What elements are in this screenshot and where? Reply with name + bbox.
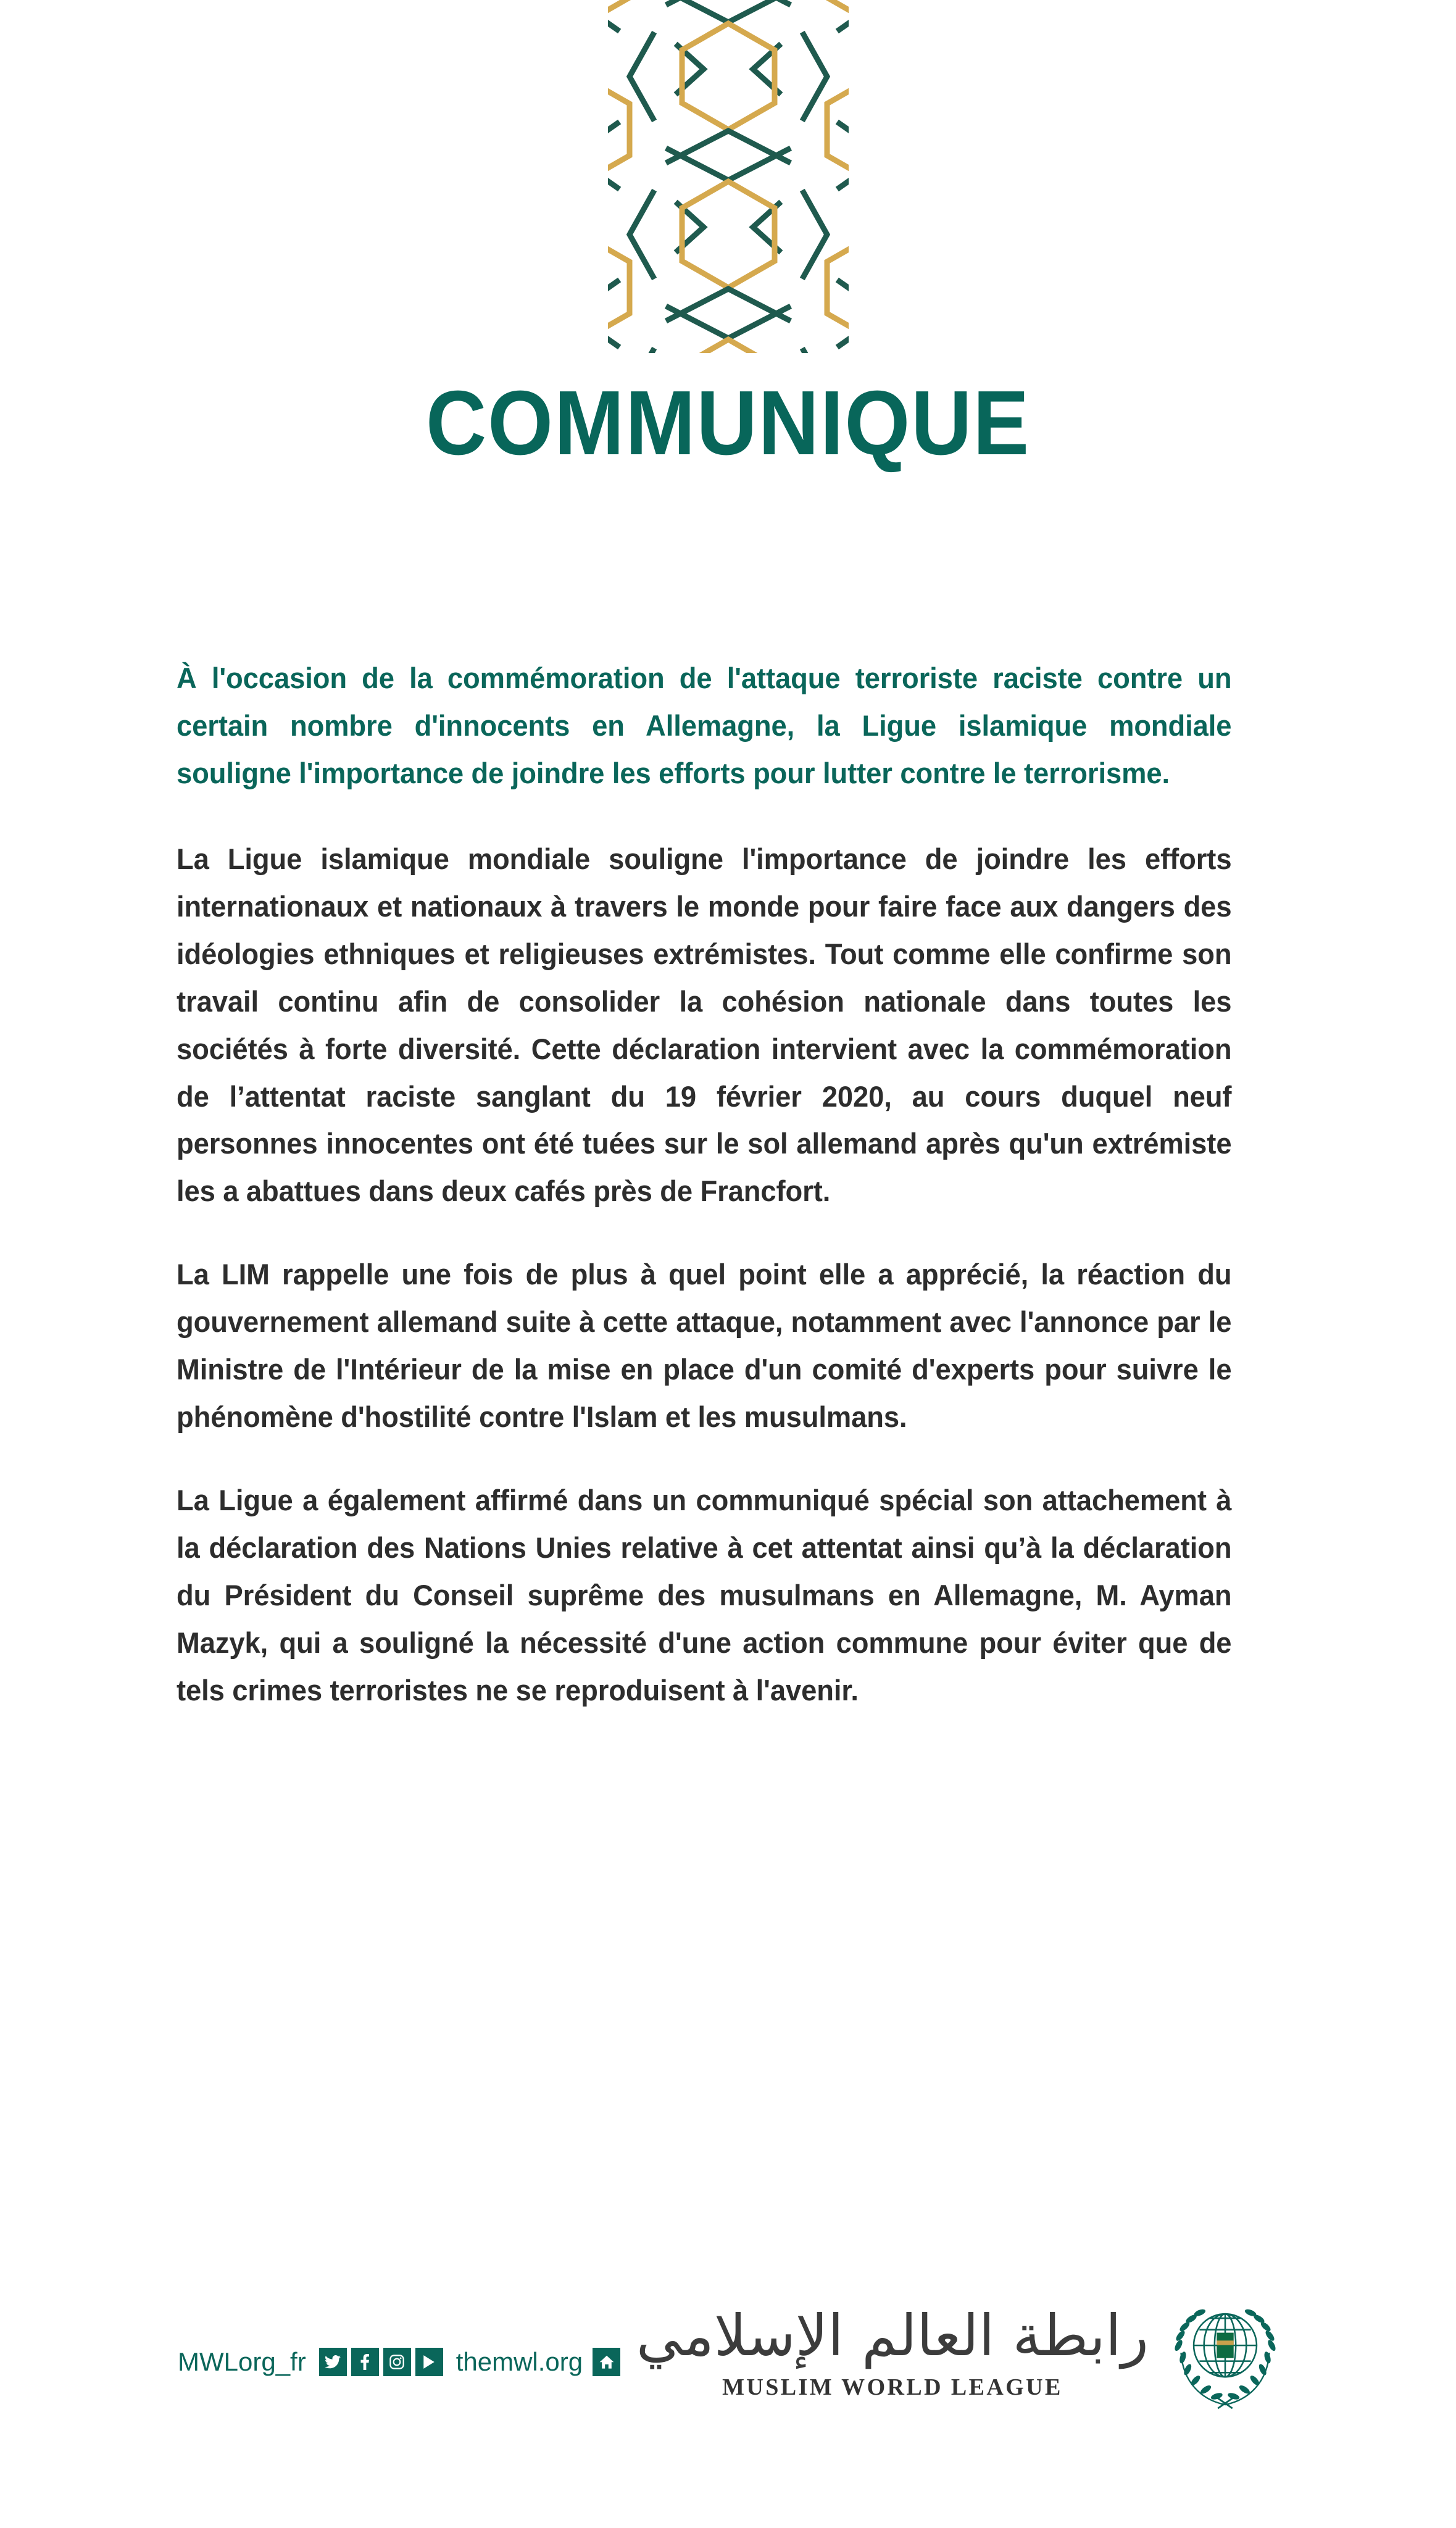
mwl-arabic-name: رابطة العالم الإسلامي — [636, 2302, 1149, 2369]
article-body — [177, 655, 1281, 1715]
ornament-svg — [0, 0, 1456, 370]
page-title: COMMUNIQUE — [425, 372, 1031, 474]
footer — [0, 2284, 1456, 2469]
mwl-logo — [636, 2289, 1286, 2412]
website-label: themwl.org — [456, 2347, 583, 2376]
social-icon-group — [319, 2348, 443, 2376]
footer-social-bar — [178, 2348, 620, 2376]
ornament-band — [583, 0, 873, 370]
instagram-icon[interactable] — [383, 2348, 411, 2376]
twitter-icon[interactable] — [319, 2348, 347, 2376]
mwl-latin-name: MUSLIM WORLD LEAGUE — [722, 2374, 1063, 2400]
social-handle-label: MWLorg_fr — [178, 2347, 306, 2376]
mwl-logo-wordmark — [636, 2300, 1149, 2401]
lead-paragraph: À l'occasion de la commémoration de l'attaque terroriste raciste contre un certain nombre d'innocents en Allemagne, la Ligue islamique mondiale souligne l'importance de joindre les efforts pour lutter contre le terrorisme. — [177, 662, 1232, 790]
body-paragraph-2: La LIM rappelle une fois de plus à quel point elle a apprécié, la réaction du gouvernement allemand suite à cette attaque, notamment avec l'annonce par le Ministre de l'Intérieur de la mise en place d'un comité d'experts pour suivre le phénomène d'hostilité contre l'Islam et les musulmans. — [177, 1258, 1232, 1434]
body-paragraph-1: La Ligue islamique mondiale souligne l'importance de joindre les efforts internationaux et nationaux à travers le monde pour faire face aux dangers des idéologies ethniques et religieuses extrémistes. Tout comme elle confirme son travail continu afin de consolider la cohésion nationale dans toutes les sociétés à forte diversité. Cette déclaration intervient avec la commémoration de l’attentat raciste sanglant du 19 février 2020, au cours duquel neuf personnes innocentes ont été tuées sur le sol allemand après qu'un extrémiste les a abattues dans deux cafés près de Francfort. — [177, 842, 1232, 1208]
mwl-globe-laurel-emblem — [1165, 2289, 1286, 2412]
youtube-icon[interactable] — [415, 2348, 443, 2376]
geometric-ornament-header — [0, 0, 1456, 370]
body-paragraph-3: La Ligue a également affirmé dans un communiqué spécial son attachement à la déclaration des Nations Unies relative à cet attentat ainsi qu’à la déclaration du Président du Conseil suprême des musulmans en Allemagne, M. Ayman Mazyk, qui a souligné la nécessité d'une action commune pour éviter que de tels crimes terroristes ne se reproduisent à l'avenir. — [177, 1484, 1232, 1707]
facebook-icon[interactable] — [351, 2348, 379, 2376]
home-icon[interactable] — [593, 2348, 620, 2376]
